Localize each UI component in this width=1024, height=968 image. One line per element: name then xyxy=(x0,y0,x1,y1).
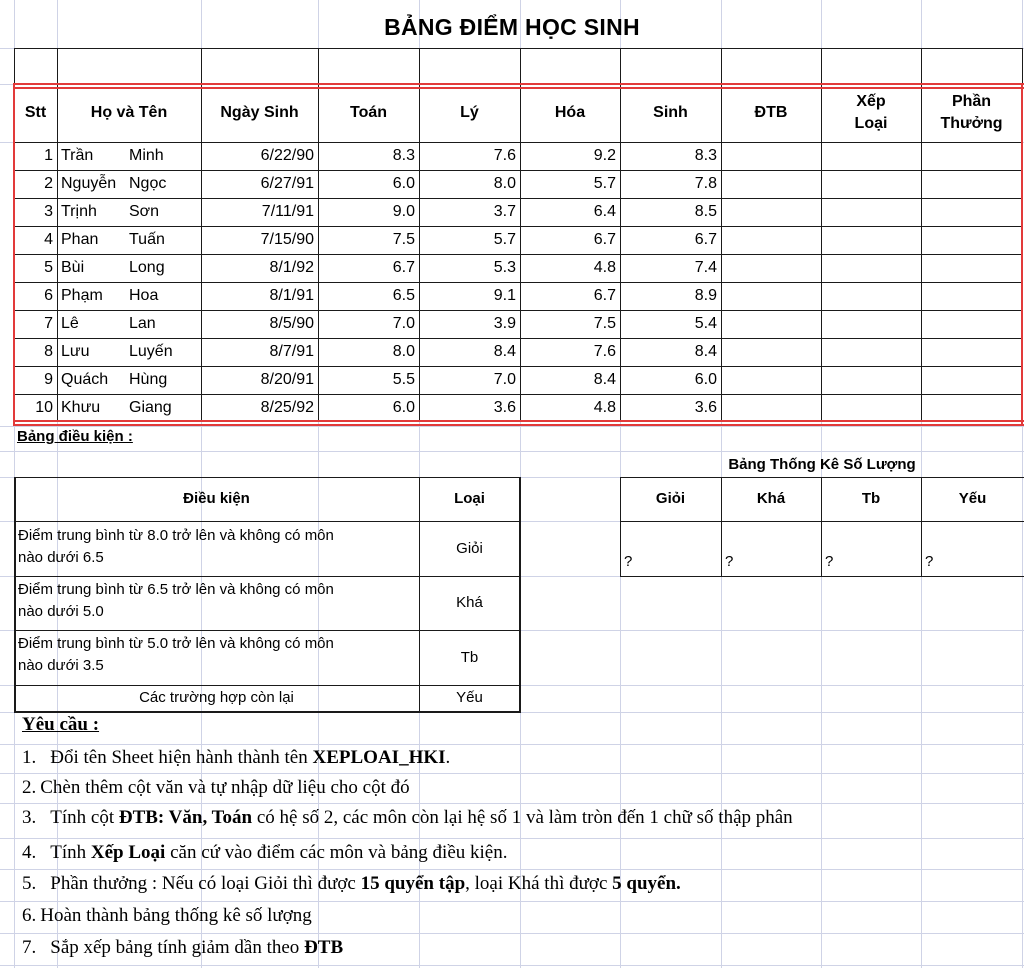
cell-dob[interactable]: 8/7/91 xyxy=(269,343,314,360)
stats-header-yeu: Yếu xyxy=(958,490,987,507)
cell-ho[interactable]: Lưu xyxy=(61,343,90,360)
requirement-item: 2. Chèn thêm cột văn và tự nhập dữ liệu cho cột đó xyxy=(22,777,410,798)
cell-toan[interactable]: 8.3 xyxy=(392,147,415,164)
cell-dtb[interactable] xyxy=(721,254,821,282)
header-xep-loai: Xếp Loại xyxy=(854,93,888,132)
cell-ho[interactable]: Nguyễn xyxy=(61,175,117,192)
requirement-item: 3. Tính cột ĐTB: Văn, Toán có hệ số 2, các môn còn lại hệ số 1 và làm tròn đến 1 chữ số thập phân xyxy=(22,807,793,828)
requirement-item: 4. Tính Xếp Loại căn cứ vào điểm các môn và bảng điều kiện. xyxy=(22,842,508,863)
cell-ho[interactable]: Trịnh xyxy=(61,203,97,220)
requirement-item: 6. Hoàn thành bảng thống kê số lượng xyxy=(22,905,312,926)
cell-phanthuong[interactable] xyxy=(921,310,1021,338)
cell-dtb[interactable] xyxy=(721,366,821,394)
cell-toan[interactable]: 7.0 xyxy=(392,315,415,332)
condition-type: Giỏi xyxy=(456,539,483,557)
cell-ho[interactable]: Trần xyxy=(61,147,94,164)
stats-header-kha: Khá xyxy=(756,490,786,507)
cell-dtb[interactable] xyxy=(721,198,821,226)
cell-stt[interactable]: 3 xyxy=(44,203,53,220)
cell-dob[interactable]: 8/20/91 xyxy=(260,371,314,388)
cell-xeploai[interactable] xyxy=(821,366,921,394)
cell-stt[interactable]: 10 xyxy=(35,399,53,416)
cell-toan[interactable]: 5.5 xyxy=(392,371,415,388)
cell-hoa[interactable]: 5.7 xyxy=(593,175,616,192)
cell-ly[interactable]: 8.4 xyxy=(493,343,516,360)
cell-xeploai[interactable] xyxy=(821,310,921,338)
cell-dob[interactable]: 7/11/91 xyxy=(261,203,314,220)
cell-ho[interactable]: Quách xyxy=(61,371,109,388)
requirement-item: 1. Đổi tên Sheet hiện hành thành tên XEPLOAI_HKI. xyxy=(22,747,451,768)
cell-xeploai[interactable] xyxy=(821,394,921,422)
condition-type: Khá xyxy=(456,594,483,611)
requirement-item: 7. Sắp xếp bảng tính giảm dần theo ĐTB xyxy=(22,937,344,958)
stats-value-kha[interactable]: ? xyxy=(725,553,734,570)
cell-ly[interactable]: 5.3 xyxy=(493,259,516,276)
cell-phanthuong[interactable] xyxy=(921,198,1021,226)
cell-hoa[interactable]: 6.7 xyxy=(593,231,616,248)
cell-dtb[interactable] xyxy=(721,170,821,198)
cell-toan[interactable]: 7.5 xyxy=(392,231,415,248)
header-dtb: ĐTB xyxy=(754,104,788,121)
cell-ten[interactable]: Long xyxy=(129,259,165,276)
requirements-heading: Yêu cầu : xyxy=(22,714,100,735)
cell-ten[interactable]: Tuấn xyxy=(129,231,165,248)
cell-phanthuong[interactable] xyxy=(921,394,1021,422)
condition-text: Điểm trung bình từ 6.5 trở lên và không có môn nào dưới 5.0 xyxy=(18,581,334,620)
cell-hoa[interactable]: 9.2 xyxy=(593,147,616,164)
cell-sinh[interactable]: 8.3 xyxy=(694,147,717,164)
cell-toan[interactable]: 9.0 xyxy=(392,203,415,220)
cell-toan[interactable]: 6.0 xyxy=(392,399,415,416)
cell-dob[interactable]: 7/15/90 xyxy=(260,231,314,248)
cell-phanthuong[interactable] xyxy=(921,170,1021,198)
cell-ho[interactable]: Phan xyxy=(61,231,99,248)
cell-sinh[interactable]: 8.9 xyxy=(694,287,717,304)
cell-ly[interactable]: 3.6 xyxy=(493,399,516,416)
cell-stt[interactable]: 7 xyxy=(44,315,53,332)
cell-ten[interactable]: Minh xyxy=(129,147,164,164)
stats-value-yeu[interactable]: ? xyxy=(925,553,934,570)
cell-xeploai[interactable] xyxy=(821,226,921,254)
requirement-item: 5. Phần thưởng : Nếu có loại Giỏi thì được 15 quyển tập, loại Khá thì được 5 quyển. xyxy=(22,873,681,894)
cell-xeploai[interactable] xyxy=(821,198,921,226)
cell-sinh[interactable]: 7.8 xyxy=(694,175,717,192)
cell-ho[interactable]: Lê xyxy=(61,315,79,332)
condition-text: Điểm trung bình từ 8.0 trở lên và không có môn nào dưới 6.5 xyxy=(18,527,334,566)
cell-sinh[interactable]: 3.6 xyxy=(694,399,717,416)
header-toan: Toán xyxy=(349,104,388,121)
cell-toan[interactable]: 6.0 xyxy=(392,175,415,192)
header-hoa: Hóa xyxy=(554,104,586,121)
cell-ten[interactable]: Lan xyxy=(129,315,156,332)
cell-hoa[interactable]: 4.8 xyxy=(593,259,616,276)
header-name: Họ và Tên xyxy=(90,104,168,121)
sheet-title: BẢNG ĐIỂM HỌC SINH xyxy=(384,14,640,40)
stats-value-gioi[interactable]: ? xyxy=(624,553,633,570)
cell-dtb[interactable] xyxy=(721,226,821,254)
cell-ly[interactable]: 8.0 xyxy=(493,175,516,192)
cell-ten[interactable]: Hoa xyxy=(129,287,159,304)
cell-dtb[interactable] xyxy=(721,394,821,422)
cell-ly[interactable]: 9.1 xyxy=(493,287,516,304)
cell-ly[interactable]: 3.9 xyxy=(493,315,516,332)
cell-hoa[interactable]: 4.8 xyxy=(593,399,616,416)
cell-dtb[interactable] xyxy=(721,142,821,170)
cell-dob[interactable]: 8/5/90 xyxy=(269,315,314,332)
conditions-header-condition: Điều kiện xyxy=(183,490,250,507)
cell-xeploai[interactable] xyxy=(821,254,921,282)
cell-dtb[interactable] xyxy=(721,338,821,366)
cell-hoa[interactable]: 6.7 xyxy=(593,287,616,304)
cell-xeploai[interactable] xyxy=(821,282,921,310)
conditions-header-type: Loại xyxy=(454,490,485,507)
cell-hoa[interactable]: 7.5 xyxy=(593,315,616,332)
cell-ho[interactable]: Phạm xyxy=(61,287,103,304)
condition-text: Các trường hợp còn lại xyxy=(139,689,294,706)
cell-sinh[interactable]: 8.4 xyxy=(694,343,717,360)
condition-type: Yếu xyxy=(456,689,483,706)
stats-title: Bảng Thống Kê Số Lượng xyxy=(728,456,916,473)
cell-ten[interactable]: Ngọc xyxy=(129,175,167,192)
cell-sinh[interactable]: 5.4 xyxy=(694,315,717,332)
cell-hoa[interactable]: 7.6 xyxy=(593,343,616,360)
cell-phanthuong[interactable] xyxy=(921,366,1021,394)
cell-sinh[interactable]: 6.0 xyxy=(694,371,717,388)
cell-dtb[interactable] xyxy=(721,282,821,310)
cell-ly[interactable]: 7.6 xyxy=(493,147,516,164)
cell-dtb[interactable] xyxy=(721,310,821,338)
condition-type: Tb xyxy=(460,648,479,666)
stats-header-gioi: Giỏi xyxy=(655,490,686,507)
cell-dob[interactable]: 6/27/91 xyxy=(260,175,314,192)
cell-ten[interactable]: Sơn xyxy=(129,203,160,220)
cell-hoa[interactable]: 8.4 xyxy=(593,371,616,388)
cell-ten[interactable]: Hùng xyxy=(129,371,168,388)
cell-stt[interactable]: 4 xyxy=(44,231,53,248)
cell-stt[interactable]: 9 xyxy=(44,371,53,388)
cell-ly[interactable]: 7.0 xyxy=(493,371,516,388)
header-ly: Lý xyxy=(460,104,479,121)
cell-ten[interactable]: Luyến xyxy=(129,343,173,360)
cell-phanthuong[interactable] xyxy=(921,254,1021,282)
header-dob: Ngày Sinh xyxy=(220,104,299,121)
cell-hoa[interactable]: 6.4 xyxy=(593,203,616,220)
cell-sinh[interactable]: 8.5 xyxy=(694,203,717,220)
cell-phanthuong[interactable] xyxy=(921,282,1021,310)
cell-phanthuong[interactable] xyxy=(921,142,1021,170)
cell-stt[interactable]: 1 xyxy=(44,147,53,164)
header-sinh: Sinh xyxy=(653,104,688,121)
cell-ly[interactable]: 5.7 xyxy=(493,231,516,248)
cell-ly[interactable]: 3.7 xyxy=(493,203,516,220)
cell-stt[interactable]: 6 xyxy=(44,287,53,304)
cell-dob[interactable]: 8/1/92 xyxy=(269,259,314,276)
cell-sinh[interactable]: 6.7 xyxy=(694,231,717,248)
cell-xeploai[interactable] xyxy=(821,338,921,366)
stats-value-tb[interactable]: ? xyxy=(825,553,834,570)
cell-toan[interactable]: 6.5 xyxy=(392,287,415,304)
condition-text: Điểm trung bình từ 5.0 trở lên và không có môn nào dưới 3.5 xyxy=(18,635,334,674)
cell-ho[interactable]: Bùi xyxy=(61,259,85,276)
cell-dob[interactable]: 8/1/91 xyxy=(269,287,314,304)
cell-toan[interactable]: 8.0 xyxy=(392,343,415,360)
header-phan-thuong: Phần Thưởng xyxy=(940,93,1003,132)
cell-stt[interactable]: 5 xyxy=(44,259,53,276)
cell-ten[interactable]: Giang xyxy=(129,399,172,416)
stats-header-tb: Tb xyxy=(861,490,881,507)
cell-ho[interactable]: Khưu xyxy=(61,399,101,416)
cell-dob[interactable]: 8/25/92 xyxy=(260,399,314,416)
header-stt: Stt xyxy=(24,104,47,121)
cell-xeploai[interactable] xyxy=(821,142,921,170)
conditions-label: Bảng điều kiện : xyxy=(17,428,133,445)
cell-toan[interactable]: 6.7 xyxy=(392,259,415,276)
cell-phanthuong[interactable] xyxy=(921,338,1021,366)
cell-dob[interactable]: 6/22/90 xyxy=(260,147,314,164)
cell-sinh[interactable]: 7.4 xyxy=(694,259,717,276)
cell-xeploai[interactable] xyxy=(821,170,921,198)
cell-stt[interactable]: 2 xyxy=(44,175,53,192)
cell-stt[interactable]: 8 xyxy=(44,343,53,360)
cell-phanthuong[interactable] xyxy=(921,226,1021,254)
